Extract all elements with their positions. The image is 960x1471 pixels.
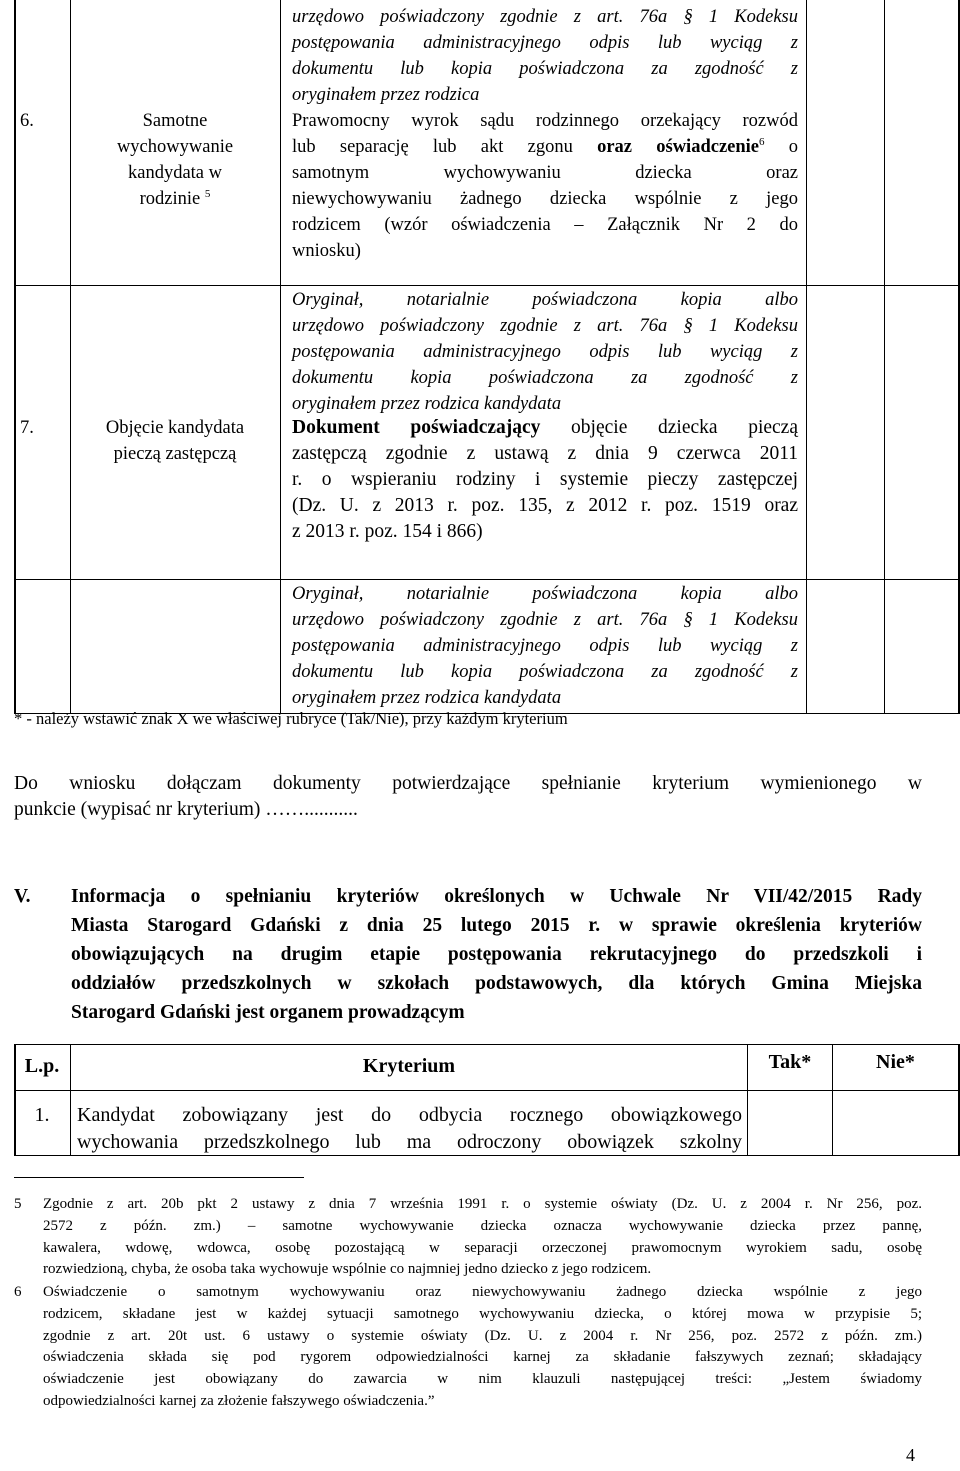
- text-line: [292, 134, 798, 160]
- text-line: rozwiedzioną, chyba, że osoba taka wychowuje wspólnie co najmniej jedno dziecko z jego rodzicem.: [43, 1261, 652, 1278]
- criterion-name-line: Objęcie kandydata: [105, 418, 245, 438]
- required-document: [292, 415, 798, 545]
- text-line: niewychowywaniu żadnego dziecka wspólnie z jego: [292, 189, 798, 209]
- nie-checkbox-cell[interactable]: [885, 1, 958, 285]
- criterion-name-line: kandydata w: [127, 163, 222, 183]
- footnote-6: [43, 1282, 922, 1413]
- criterion-name-line: pieczą zastępczą: [113, 444, 237, 464]
- text-line: postępowania administracyjnego odpis lub wyciąg z: [292, 636, 798, 656]
- text-line: urzędowo poświadczony zgodnie z art. 76a § 1 Kodeksu: [292, 610, 798, 630]
- text-line: Kandydat zobowiązany jest do odbycia rocznego obowiązkowego: [77, 1104, 742, 1126]
- nie-checkbox-cell[interactable]: [833, 1091, 958, 1155]
- text-line: [292, 415, 798, 441]
- text-line: oryginałem przez rodzica kandydata: [292, 688, 562, 708]
- text-line: oświadczenia składa się pod rygorem odpowiedzialności karnej za składanie fałszywych zeznań; składający: [43, 1349, 922, 1366]
- text-line: kawalera, wdowę, wdowca, osobę pozostającą w separacji orzeczonej prawomocnym wyrokiem sadu, osobę: [43, 1239, 922, 1256]
- table-border: [14, 1044, 960, 1045]
- text-line: z 2013 r. poz. 154 i 866): [292, 521, 483, 542]
- table-border: [14, 579, 960, 580]
- criterion-name: [72, 415, 278, 467]
- section-number: V.: [14, 886, 31, 907]
- footnote-5: [43, 1194, 922, 1281]
- text-line: dokumentu lub kopia poświadczona za zgodność z: [292, 59, 798, 79]
- criterion-name-line: wychowywanie: [116, 137, 234, 157]
- text-line: oświadczenie jest obowiązany do zawarcia w nim klauzuli następującej treści: „Jestem świadomy: [43, 1371, 922, 1388]
- page-number: 4: [906, 1445, 915, 1465]
- criterion-name: [72, 108, 278, 212]
- heading-line: Starogard Gdański jest organem prowadzącym: [71, 1002, 465, 1023]
- text-line: zgodnie z art. 20t ust. 6 ustawy o systemie oświaty (Dz. U. z 2004 r. Nr 256, poz. 2572 z późn. zm.): [43, 1327, 922, 1344]
- heading-line: Miasta Starogard Gdański z dnia 25 lutego 2015 r. w sprawie określenia kryteriów: [71, 915, 922, 936]
- criterion-name-text: rodzinie: [139, 189, 201, 209]
- text-line: Do wniosku dołączam dokumenty potwierdzające spełnianie kryterium wymienionego w: [14, 773, 922, 794]
- required-document: [292, 108, 798, 264]
- header-lp: L.p.: [24, 1055, 60, 1077]
- tak-checkbox-cell[interactable]: [748, 1091, 832, 1155]
- text-span-bold: Dokument poświadczający: [292, 417, 541, 438]
- text-line: postępowania administracyjnego odpis lub wyciąg z: [292, 342, 798, 362]
- nie-checkbox-cell[interactable]: [885, 286, 958, 579]
- criterion-text: [77, 1102, 742, 1156]
- text-line: Oświadczenie o samotnym wychowywaniu oraz niewychowywaniu żadnego dziecka wspólnie z jego: [43, 1284, 922, 1300]
- text-line: dokumentu kopia poświadczona za zgodność z: [292, 368, 798, 388]
- text-line: oryginałem przez rodzica: [292, 85, 480, 105]
- text-span: objęcie dziecka pieczą: [540, 417, 798, 438]
- heading-line: Informacja o spełnianiu kryteriów określonych w Uchwale Nr VII/42/2015 Rady: [71, 886, 922, 907]
- text-line: oryginałem przez rodzica kandydata: [292, 394, 562, 414]
- text-line: 2572 z późn. zm.) – samotne wychowywanie dziecka oznacza wychowywanie dziecka przez pannę,: [43, 1217, 922, 1234]
- table-border: [70, 0, 71, 714]
- row-number: 6.: [20, 111, 34, 131]
- heading-line: obowiązujących na drugim etapie postępowania rekrutacyjnego do przedszkoli i: [71, 944, 922, 965]
- section-heading: [71, 882, 922, 1027]
- text-line: rodzicem, składane jest w każdej sytuacji samotnego wychowywaniu dziecka, o której mowa w przypisie 5;: [43, 1305, 922, 1322]
- proof-form-text: [292, 287, 798, 417]
- footnote-ref: 6: [759, 135, 765, 148]
- text-line: Zgodnie z art. 20b pkt 2 ustawy z dnia 7 września 1991 r. o systemie oświaty (Dz. U. z 2004 r. Nr 256, poz.: [43, 1196, 922, 1212]
- attachment-statement: [14, 771, 922, 823]
- criterion-name-line: Samotne: [142, 111, 208, 131]
- text-line: dokumentu lub kopia poświadczona za zgodność z: [292, 662, 798, 682]
- text-span: lub separację lub akt zgonu: [292, 137, 598, 157]
- row-number: 7.: [20, 418, 34, 438]
- text-line: wychowania przedszkolnego lub ma odroczony obowiązek szkolny: [77, 1131, 742, 1153]
- text-line: Prawomocny wyrok sądu rodzinnego orzekający rozwód: [292, 111, 798, 131]
- footnote-number: 6: [14, 1284, 22, 1300]
- text-line: postępowania administracyjnego odpis lub wyciąg z: [292, 33, 798, 53]
- footnote-separator: [14, 1177, 304, 1178]
- table-note: * - należy wstawić znak X we właściwej rubryce (Tak/Nie), przy każdym kryterium: [14, 709, 568, 728]
- text-line: odpowiedzialności karnej za złożenie fałszywego oświadczenia.”: [43, 1392, 435, 1409]
- heading-line: oddziałów przedszkolnych w szkołach podstawowych, dla których Gmina Miejska: [71, 973, 922, 994]
- proof-form-text: [292, 581, 798, 711]
- previous-proof-text: [292, 4, 798, 108]
- text-line: r. o wspieraniu rodziny i systemie pieczy zastępczej: [292, 469, 798, 490]
- text-line: punkcie (wypisać nr kryterium) ……...........: [14, 799, 358, 820]
- header-kryterium: Kryterium: [362, 1055, 456, 1077]
- row-number: 1.: [34, 1104, 50, 1126]
- tak-checkbox-cell[interactable]: [807, 286, 884, 579]
- tak-checkbox-cell[interactable]: [807, 1, 884, 285]
- table-border: [14, 0, 16, 714]
- table-border: [280, 0, 281, 714]
- text-span: o: [764, 137, 799, 157]
- footnote-number: 5: [14, 1196, 22, 1212]
- header-tak: Tak*: [768, 1051, 812, 1073]
- text-line: samotnym wychowywaniu dziecka oraz: [292, 163, 798, 183]
- text-line: zastępczą zgodnie z ustawą z dnia 9 czerwca 2011: [292, 443, 798, 464]
- footnote-ref: 5: [204, 187, 211, 200]
- text-line: urzędowo poświadczony zgodnie z art. 76a § 1 Kodeksu: [292, 316, 798, 336]
- text-line: rodzicem (wzór oświadczenia – Załącznik Nr 2 do: [292, 215, 798, 235]
- text-span-bold: oraz oświadczenie: [597, 137, 760, 157]
- criterion-name-line: [72, 186, 278, 212]
- text-line: (Dz. U. z 2013 r. poz. 135, z 2012 r. poz. 1519 oraz: [292, 495, 798, 516]
- header-nie: Nie*: [876, 1051, 915, 1073]
- text-line: Oryginał, notarialnie poświadczona kopia albo: [292, 290, 798, 310]
- text-line: urzędowo poświadczony zgodnie z art. 76a § 1 Kodeksu: [292, 7, 798, 27]
- text-line: Oryginał, notarialnie poświadczona kopia albo: [292, 584, 798, 604]
- text-line: wniosku): [292, 241, 361, 261]
